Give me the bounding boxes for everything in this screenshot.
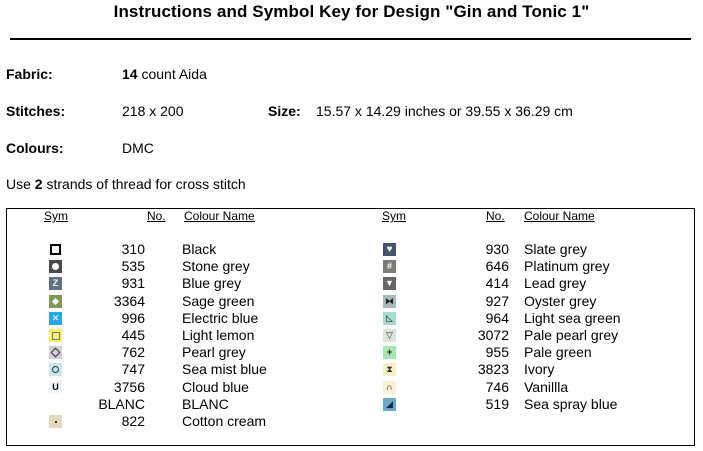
page-title: Instructions and Symbol Key for Design "Gin and Tonic 1" xyxy=(113,2,590,21)
thread-number: 3072 xyxy=(477,327,509,343)
colour-name: Oyster grey xyxy=(524,292,597,309)
thread-number: 746 xyxy=(485,378,509,395)
x-mark-icon: ✕ xyxy=(49,312,62,325)
colour-name: Pearl grey xyxy=(182,344,246,361)
right-colour-name-header: Colour Name xyxy=(524,209,595,223)
colour-name: Pale green xyxy=(524,344,592,361)
title-divider xyxy=(10,38,691,40)
plus-icon: + xyxy=(383,346,396,359)
colour-name: Platinum grey xyxy=(524,258,610,275)
right-sym-header: Sym xyxy=(382,209,406,223)
strand-count: 2 xyxy=(34,176,43,192)
colour-name: Cotton cream xyxy=(182,413,267,429)
fabric-type: count Aida xyxy=(137,66,207,82)
thread-number: 519 xyxy=(485,395,509,412)
colour-name: Light lemon xyxy=(182,327,255,343)
thread-number: 996 xyxy=(121,309,145,326)
corner-triangle-icon: ◺ xyxy=(383,312,396,325)
colour-name: Stone grey xyxy=(182,258,250,275)
fabric-value xyxy=(122,66,207,82)
colour-name: Cloud blue xyxy=(182,378,249,395)
right-no-header: No. xyxy=(486,209,505,223)
colour-name: Lead grey xyxy=(524,275,587,292)
colour-name: Vanillla xyxy=(524,378,569,395)
colour-name: BLANC xyxy=(182,395,229,412)
size-value: 15.57 x 14.29 inches or 39.55 x 36.29 cm xyxy=(316,103,573,119)
arch-icon: ∩ xyxy=(383,381,396,394)
instruction-text xyxy=(6,176,246,192)
thread-number: 931 xyxy=(121,275,145,292)
colour-name: Blue grey xyxy=(182,275,242,292)
thread-number: 646 xyxy=(485,258,509,275)
z-letter-icon: Z xyxy=(49,277,62,290)
thread-number: 414 xyxy=(485,275,509,292)
stitches-value: 218 x 200 xyxy=(122,103,184,119)
hash-icon: # xyxy=(383,260,396,273)
u-shape-icon: U xyxy=(49,381,62,394)
stitches-label: Stitches: xyxy=(6,103,66,119)
thread-number: 3756 xyxy=(113,378,145,395)
colours-value: DMC xyxy=(122,140,154,156)
colour-name: Pale pearl grey xyxy=(524,327,619,343)
bowtie-icon: ⧓ xyxy=(385,295,394,306)
triangle-outline-icon: ▽ xyxy=(383,329,396,342)
thread-number: BLANC xyxy=(98,395,145,412)
left-no-header: No. xyxy=(147,209,166,223)
triangle-down-icon: ▼ xyxy=(383,277,396,290)
thread-number: 762 xyxy=(121,344,145,361)
hourglass-icon: ⧗ xyxy=(383,363,396,376)
colour-name: Electric blue xyxy=(182,309,259,326)
instruction-suffix: strands of thread for cross stitch xyxy=(42,176,246,192)
thread-number: 3364 xyxy=(113,292,145,309)
thread-number: 927 xyxy=(485,292,509,309)
thread-number: 964 xyxy=(485,309,509,326)
colour-name: Slate grey xyxy=(524,241,588,257)
left-colour-name-header: Colour Name xyxy=(184,209,255,223)
thread-number: 930 xyxy=(485,241,509,257)
instruction-prefix: Use xyxy=(6,176,35,192)
colour-name: Sage green xyxy=(182,292,255,309)
left-sym-header: Sym xyxy=(44,209,68,223)
fabric-label: Fabric: xyxy=(6,66,53,82)
heart-icon: ♥ xyxy=(383,243,396,256)
thread-number: 3823 xyxy=(477,361,509,378)
colour-name: Sea mist blue xyxy=(182,361,267,378)
thread-number: 535 xyxy=(121,258,145,275)
thread-number: 822 xyxy=(121,413,145,429)
fabric-count: 14 xyxy=(122,66,138,82)
colour-name: Light sea green xyxy=(524,309,621,326)
thread-number: 310 xyxy=(121,241,145,257)
size-label: Size: xyxy=(268,103,301,119)
colour-name: Sea spray blue xyxy=(524,395,618,412)
thread-number: 955 xyxy=(485,344,509,361)
thread-number: 747 xyxy=(121,361,145,378)
thread-number: 445 xyxy=(121,327,145,343)
colours-label: Colours: xyxy=(6,140,64,156)
colour-name: Ivory xyxy=(524,361,555,378)
colour-name: Black xyxy=(182,241,217,257)
diagonal-triangle-icon: ◢ xyxy=(383,398,396,411)
